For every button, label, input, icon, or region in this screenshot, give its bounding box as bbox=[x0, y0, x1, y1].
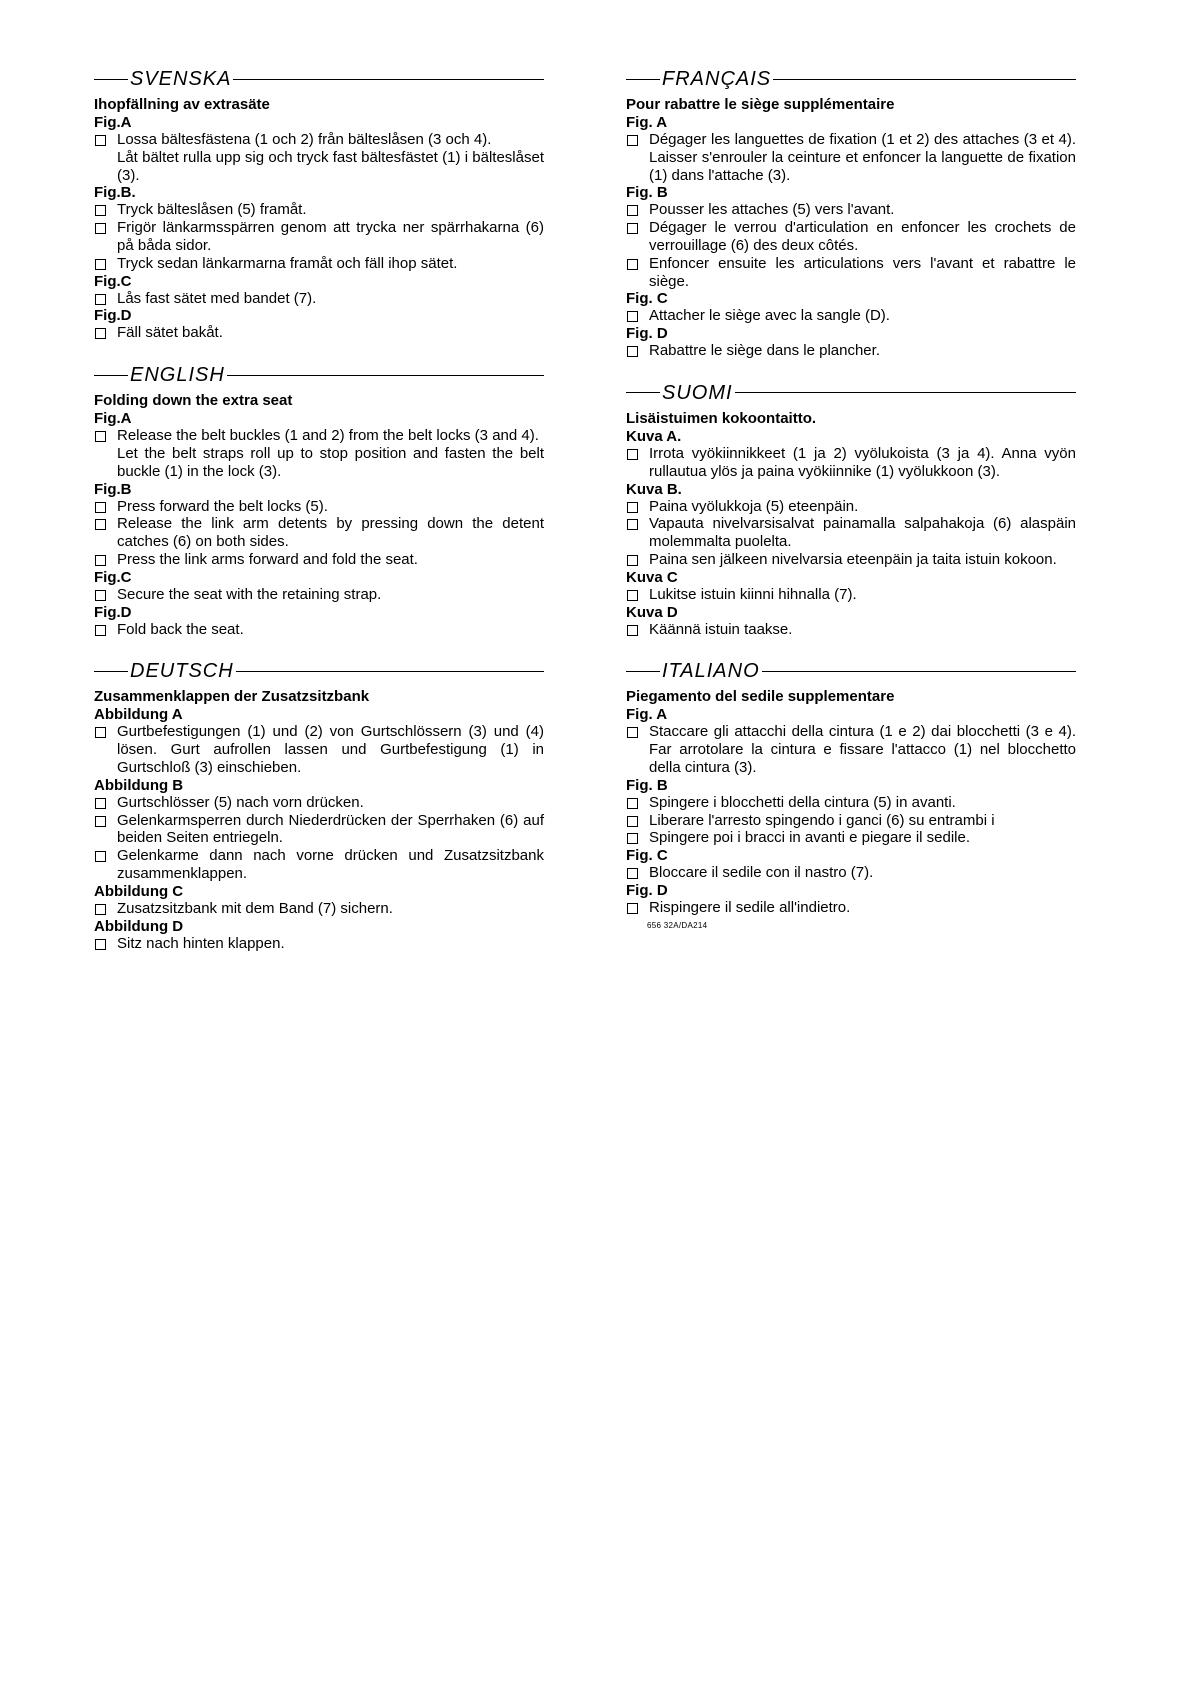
instruction-line: Zusatzsitzbank mit dem Band (7) sichern. bbox=[117, 899, 393, 917]
instruction-text bbox=[117, 812, 544, 848]
instruction-item bbox=[94, 586, 544, 604]
checkbox-icon bbox=[627, 625, 638, 636]
instruction-line: Fäll sätet bakåt. bbox=[117, 324, 223, 342]
instruction-item bbox=[626, 219, 1076, 255]
instruction-item bbox=[94, 723, 544, 776]
checkbox-icon bbox=[627, 502, 638, 513]
figure-label: Abbildung A bbox=[94, 706, 183, 724]
instruction-line: Tryck sedan länkarmarna framåt och fäll ihop sätet. bbox=[117, 254, 458, 272]
instruction-item bbox=[94, 621, 544, 639]
header-rule bbox=[626, 79, 660, 80]
figure-label: Kuva B. bbox=[626, 480, 682, 498]
checkbox-icon bbox=[627, 519, 638, 530]
instruction-item bbox=[94, 935, 544, 953]
language-section bbox=[94, 358, 544, 638]
figure-label: Fig. C bbox=[626, 290, 668, 308]
instruction-line: Gelenkarme dann nach vorne drücken und Zusatzsitzbank zusammenklappen. bbox=[117, 847, 544, 882]
instruction-text bbox=[649, 621, 1076, 639]
figure-label: Fig.A bbox=[94, 410, 132, 428]
language-header bbox=[626, 654, 1076, 688]
instruction-item bbox=[94, 219, 544, 255]
language-header bbox=[94, 62, 544, 96]
instruction-text bbox=[649, 307, 1076, 325]
figure-label: Fig.C bbox=[94, 272, 132, 290]
instruction-item bbox=[626, 829, 1076, 847]
language-name: ITALIANO bbox=[662, 660, 760, 683]
instruction-line: Irrota vyökiinnikkeet (1 ja 2) vyölukoista (3 ja 4). Anna vyön rullautua ylös ja paina vyökiinnike (1) vyölukkoon (3). bbox=[649, 444, 1076, 480]
figure-label: Abbildung C bbox=[94, 882, 184, 900]
checkbox-icon bbox=[95, 223, 106, 234]
instruction-line: Enfoncer ensuite les articulations vers l'avant et rabattre le siège. bbox=[649, 254, 1076, 290]
instruction-text bbox=[649, 812, 1076, 830]
figure-label: Fig. D bbox=[626, 881, 668, 899]
instruction-line: Release the link arm detents by pressing down the detent catches (6) on both sides. bbox=[117, 515, 544, 551]
instruction-item bbox=[94, 290, 544, 308]
instruction-line: Paina sen jälkeen nivelvarsia eteenpäin ja taita istuin kokoon. bbox=[649, 550, 1057, 568]
instruction-text bbox=[117, 498, 544, 516]
instruction-text bbox=[117, 290, 544, 308]
checkbox-icon bbox=[627, 798, 638, 809]
instruction-line: Press forward the belt locks (5). bbox=[117, 497, 328, 515]
figure-label: Kuva D bbox=[626, 603, 678, 621]
instruction-text bbox=[117, 324, 544, 342]
section-title: Folding down the extra seat bbox=[94, 392, 293, 410]
instruction-item bbox=[94, 812, 544, 848]
instruction-text bbox=[649, 445, 1076, 481]
instruction-text bbox=[649, 219, 1076, 255]
checkbox-icon bbox=[627, 346, 638, 357]
instruction-text bbox=[649, 515, 1076, 551]
instruction-item bbox=[626, 586, 1076, 604]
header-rule bbox=[94, 671, 128, 672]
language-section bbox=[626, 376, 1076, 638]
instruction-text bbox=[649, 255, 1076, 291]
instruction-text bbox=[117, 255, 544, 273]
instruction-text bbox=[117, 621, 544, 639]
instruction-line: Tryck bälteslåsen (5) framåt. bbox=[117, 201, 307, 219]
checkbox-icon bbox=[627, 135, 638, 146]
checkbox-icon bbox=[95, 590, 106, 601]
instruction-item bbox=[626, 131, 1076, 184]
instruction-text bbox=[117, 847, 544, 883]
language-header bbox=[94, 654, 544, 688]
checkbox-icon bbox=[95, 798, 106, 809]
header-rule bbox=[735, 392, 1076, 393]
figure-label: Fig. B bbox=[626, 776, 668, 794]
instruction-text bbox=[117, 219, 544, 255]
instruction-text bbox=[117, 515, 544, 551]
instruction-line: Vapauta nivelvarsisalvat painamalla salpahakoja (6) alaspäin molemmalta puolelta. bbox=[649, 515, 1076, 551]
instruction-item bbox=[94, 427, 544, 480]
checkbox-icon bbox=[627, 590, 638, 601]
instruction-text bbox=[117, 935, 544, 953]
header-rule bbox=[94, 79, 128, 80]
instruction-text bbox=[649, 723, 1076, 776]
checkbox-icon bbox=[95, 328, 106, 339]
instruction-item bbox=[94, 255, 544, 273]
checkbox-icon bbox=[95, 502, 106, 513]
header-rule bbox=[626, 671, 660, 672]
checkbox-icon bbox=[627, 205, 638, 216]
instruction-item bbox=[94, 515, 544, 551]
instruction-item bbox=[626, 515, 1076, 551]
figure-label: Fig. D bbox=[626, 325, 668, 343]
checkbox-icon bbox=[627, 223, 638, 234]
header-rule bbox=[233, 79, 544, 80]
instruction-line: Liberare l'arresto spingendo i ganci (6) su entrambi i bbox=[649, 811, 995, 829]
instruction-item bbox=[94, 324, 544, 342]
figure-label: Fig. A bbox=[626, 706, 668, 724]
instruction-text bbox=[649, 498, 1076, 516]
instruction-item bbox=[94, 794, 544, 812]
checkbox-icon bbox=[627, 311, 638, 322]
instruction-item bbox=[626, 794, 1076, 812]
instruction-text bbox=[117, 723, 544, 776]
figure-label: Fig.D bbox=[94, 307, 132, 325]
instruction-line: Paina vyölukkoja (5) eteenpäin. bbox=[649, 497, 859, 515]
instruction-text bbox=[649, 342, 1076, 360]
instruction-line: Lås fast sätet med bandet (7). bbox=[117, 289, 317, 307]
instruction-text bbox=[649, 201, 1076, 219]
header-rule bbox=[762, 671, 1076, 672]
checkbox-icon bbox=[95, 519, 106, 530]
figure-label: Kuva A. bbox=[626, 427, 682, 445]
header-rule bbox=[94, 375, 128, 376]
document-code: 656 32A/DA214 bbox=[647, 920, 708, 930]
section-title: Piegamento del sedile supplementare bbox=[626, 688, 895, 706]
instruction-text bbox=[117, 586, 544, 604]
header-rule bbox=[773, 79, 1076, 80]
left-column bbox=[94, 62, 544, 968]
checkbox-icon bbox=[95, 259, 106, 270]
instruction-item bbox=[94, 131, 544, 184]
instruction-item bbox=[626, 342, 1076, 360]
instruction-item bbox=[626, 498, 1076, 516]
checkbox-icon bbox=[95, 727, 106, 738]
instruction-item bbox=[94, 847, 544, 883]
instruction-line: Gurtschlösser (5) nach vorn drücken. bbox=[117, 793, 364, 811]
checkbox-icon bbox=[627, 259, 638, 270]
checkbox-icon bbox=[627, 555, 638, 566]
figure-label: Fig.D bbox=[94, 603, 132, 621]
section-title: Zusammenklappen der Zusatzsitzbank bbox=[94, 688, 370, 706]
instruction-line: Rabattre le siège dans le plancher. bbox=[649, 342, 880, 360]
checkbox-icon bbox=[95, 135, 106, 146]
instruction-line: Käännä istuin taakse. bbox=[649, 620, 793, 638]
instruction-item bbox=[94, 201, 544, 219]
section-title: Lisäistuimen kokoontaitto. bbox=[626, 409, 817, 427]
language-header bbox=[94, 358, 544, 392]
language-name: DEUTSCH bbox=[130, 660, 234, 683]
checkbox-icon bbox=[627, 833, 638, 844]
figure-label: Fig.B. bbox=[94, 184, 136, 202]
instruction-item bbox=[626, 445, 1076, 481]
instruction-item bbox=[94, 498, 544, 516]
checkbox-icon bbox=[95, 555, 106, 566]
figure-label: Fig. A bbox=[626, 114, 668, 131]
instruction-item bbox=[626, 864, 1076, 882]
instruction-line: Lossa bältesfästena (1 och 2) från bälteslåsen (3 och 4). bbox=[117, 131, 492, 148]
instruction-line: Staccare gli attacchi della cintura (1 e 2) dai blocchetti (3 e 4). Far arrotolare la cintura e fissare l'attacco (1) nel blocchetto della cintura (3). bbox=[649, 723, 1076, 776]
checkbox-icon bbox=[627, 816, 638, 827]
instruction-line: Dégager les languettes de fixation (1 et 2) des attaches (3 et 4). Laisser s'enrouler la ceinture et enfoncer la languette de fixation (1) dans l'attache (3). bbox=[649, 131, 1076, 184]
checkbox-icon bbox=[627, 903, 638, 914]
instruction-line: Låt bältet rulla upp sig och tryck fast bältesfästet (1) i bälteslåset (3). bbox=[117, 148, 544, 184]
instruction-text bbox=[649, 131, 1076, 184]
header-rule bbox=[236, 671, 544, 672]
figure-label: Fig. C bbox=[626, 847, 668, 865]
instruction-item bbox=[94, 900, 544, 918]
instruction-text bbox=[649, 864, 1076, 882]
instruction-line: Sitz nach hinten klappen. bbox=[117, 934, 285, 952]
language-name: ENGLISH bbox=[130, 364, 225, 387]
right-column bbox=[626, 62, 1076, 946]
instruction-item bbox=[626, 307, 1076, 325]
language-name: FRANÇAIS bbox=[662, 68, 772, 90]
instruction-text bbox=[649, 551, 1076, 569]
instruction-text bbox=[117, 201, 544, 219]
figure-label: Fig.B bbox=[94, 480, 132, 498]
header-rule bbox=[227, 375, 544, 376]
instruction-item bbox=[626, 255, 1076, 291]
language-section bbox=[626, 654, 1076, 929]
figure-label: Abbildung B bbox=[94, 776, 184, 794]
instruction-line: Pousser les attaches (5) vers l'avant. bbox=[649, 201, 895, 219]
instruction-text bbox=[649, 899, 1076, 917]
instruction-line: Bloccare il sedile con il nastro (7). bbox=[649, 864, 874, 882]
instruction-line: Gelenkarmsperren durch Niederdrücken der Sperrhaken (6) auf beiden Seiten entriegeln. bbox=[117, 811, 544, 847]
language-header bbox=[626, 62, 1076, 96]
language-section bbox=[94, 62, 544, 342]
instruction-text bbox=[117, 900, 544, 918]
figure-label: Abbildung D bbox=[94, 917, 184, 935]
instruction-text bbox=[117, 551, 544, 569]
instruction-line: Spingere poi i bracci in avanti e piegare il sedile. bbox=[649, 829, 971, 847]
checkbox-icon bbox=[95, 294, 106, 305]
instruction-text bbox=[117, 131, 544, 184]
instruction-item bbox=[626, 201, 1076, 219]
language-section bbox=[94, 654, 544, 952]
language-section bbox=[626, 62, 1076, 360]
instruction-item bbox=[626, 621, 1076, 639]
instruction-line: Spingere i blocchetti della cintura (5) in avanti. bbox=[649, 793, 956, 811]
header-rule bbox=[626, 392, 660, 393]
section-title: Ihopfällning av extrasäte bbox=[94, 96, 270, 113]
checkbox-icon bbox=[95, 625, 106, 636]
instruction-item bbox=[626, 812, 1076, 830]
instruction-line: Frigör länkarmsspärren genom att trycka ner spärrhakarna (6) på båda sidor. bbox=[117, 219, 544, 254]
checkbox-icon bbox=[95, 851, 106, 862]
instruction-item bbox=[626, 899, 1076, 917]
figure-label: Kuva C bbox=[626, 568, 678, 586]
checkbox-icon bbox=[95, 816, 106, 827]
checkbox-icon bbox=[95, 904, 106, 915]
instruction-line: Release the belt buckles (1 and 2) from the belt locks (3 and 4). bbox=[117, 427, 539, 445]
instruction-item bbox=[626, 551, 1076, 569]
instruction-line: Press the link arms forward and fold the seat. bbox=[117, 550, 418, 568]
instruction-text bbox=[117, 794, 544, 812]
section-title: Pour rabattre le siège supplémentaire bbox=[626, 96, 895, 113]
figure-label: Fig.C bbox=[94, 568, 132, 586]
checkbox-icon bbox=[627, 449, 638, 460]
checkbox-icon bbox=[627, 868, 638, 879]
instruction-text bbox=[649, 794, 1076, 812]
instruction-line: Rispingere il sedile all'indietro. bbox=[649, 898, 851, 916]
checkbox-icon bbox=[95, 939, 106, 950]
instruction-text bbox=[117, 427, 544, 480]
language-header bbox=[626, 376, 1076, 410]
instruction-item bbox=[626, 723, 1076, 776]
instruction-item bbox=[94, 551, 544, 569]
instruction-line: Lukitse istuin kiinni hihnalla (7). bbox=[649, 585, 857, 603]
instruction-line: Dégager le verrou d'articulation en enfoncer les crochets de verrouillage (6) des deux côtés. bbox=[649, 219, 1076, 254]
checkbox-icon bbox=[95, 205, 106, 216]
figure-label: Fig. B bbox=[626, 184, 668, 202]
instruction-line: Gurtbefestigungen (1) und (2) von Gurtschlössern (3) und (4) lösen. Gurt aufrollen lassen und Gurtbefestigung (1) in Gurtschloß (3) einschieben. bbox=[117, 723, 544, 776]
instruction-text bbox=[649, 586, 1076, 604]
checkbox-icon bbox=[627, 727, 638, 738]
figure-label: Fig.A bbox=[94, 114, 132, 131]
instruction-line: Fold back the seat. bbox=[117, 620, 244, 638]
instruction-text bbox=[649, 829, 1076, 847]
instruction-line: Attacher le siège avec la sangle (D). bbox=[649, 307, 890, 325]
checkbox-icon bbox=[95, 431, 106, 442]
instruction-line: Let the belt straps roll up to stop position and fasten the belt buckle (1) in the lock (3). bbox=[117, 444, 544, 480]
language-name: SUOMI bbox=[662, 381, 733, 404]
instruction-line: Secure the seat with the retaining strap. bbox=[117, 585, 382, 603]
language-name: SVENSKA bbox=[130, 68, 232, 90]
